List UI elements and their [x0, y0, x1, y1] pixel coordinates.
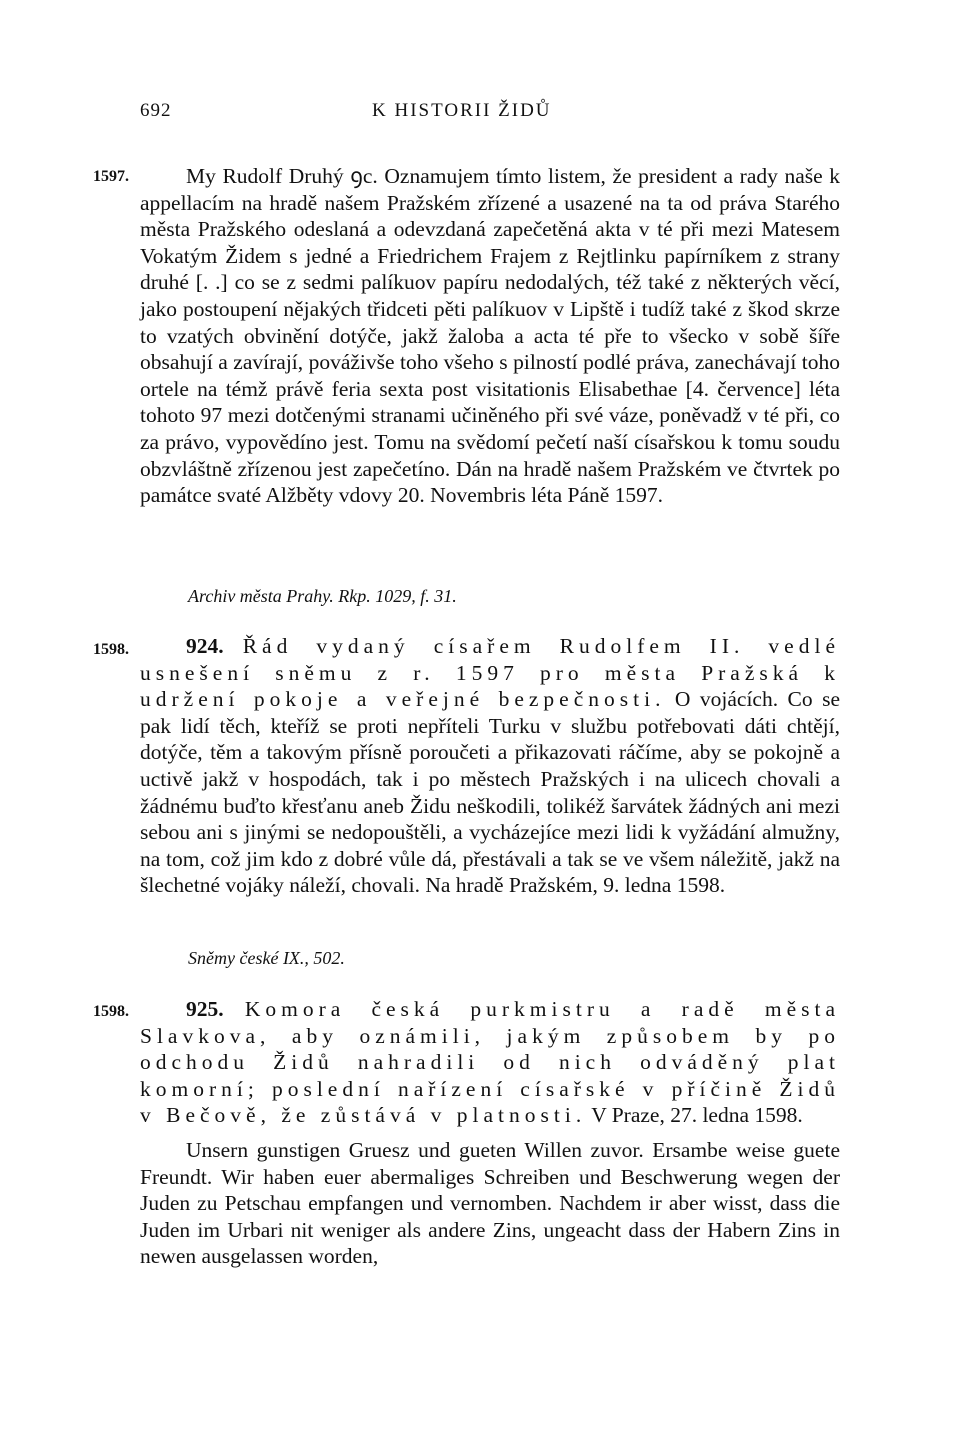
entry-number: 924.: [186, 634, 224, 658]
entry-heading: Řád vydaný císařem Rudolfem II. vedlé usnešení sněmu z r. 1597 pro města Pražská k udržení pokoje a veřejné bezpečnosti.: [140, 634, 840, 712]
document-entry: [140, 163, 840, 509]
running-title: K HISTORII ŽIDŮ: [372, 100, 552, 121]
entry-heading: Komora česká purkmistru a radě města Slavkova, aby oznámili, jakým způsobem by po odchodu Židů nahradili od nich odváděný plat komorní; poslední nařízení císařské v příčině Židů v Bečově, že zůstává v platnosti.: [140, 997, 840, 1128]
year-marker: 1597.: [93, 168, 129, 185]
entry-text: Unsern gunstigen Gruesz und gueten Willen zuvor. Ersambe weise guete Freundt. Wir haben euer abermaliges Schreiben und Beschwerung wegen der Juden zu Petschau empfangen und vernomben. Nachdem ir aber wisst, dass die Juden im Urbari nit weniger als andere Zins, ungeacht dass der Habern Zins in newen ausgelassen worden,: [140, 1138, 840, 1269]
entry-paragraph: [140, 633, 840, 899]
entry-text: My Rudolf Druhý ꝯc. Oznamujem tímto listem, že president a rady naše k appellacím na hradě našem Pražském zřízené a usazené na ta od práva Starého města Pražského odeslaná a odevzdaná zapečetěná akta v té při mezi Matesem Vokatým Židem s jedné a Friedrichem Frajem z Rejtlinku papírníkem z strany druhé [. .] co se z sedmi palíkuov papíru nedodalých, též také z některých věcí, jako postoupení nějakých třidceti pěti palíkuov v Lipště i tudíž také z škod skrze to vzatých obvinění dotýče, jakž žaloba a acta té pře to všecko v sobě šíře obsahují a zavírají, pováživše toho všeho s pilností podlé práva, zanechávají toho ortele na témž právě feria sexta post visitationis Elisabethae [4. července] léta tohoto 97 mezi dotčenými stranami učiněného při své váze, poněvadž v té při, co za právo, vypovědíno jest. Tomu na svědomí pečetí naší císařskou k tomu soudu obzvláštně zřízenou jest zapečetíno. Dán na hradě našem Pražském ve čtvrtek po památce svaté Alžběty vdovy 20. Novembris léta Páně 1597.: [140, 164, 840, 508]
page-header: [140, 100, 840, 130]
year-marker: 1598.: [93, 641, 129, 658]
entry-paragraph: [140, 996, 840, 1129]
year-marker: 1598.: [93, 1003, 129, 1020]
source-citation: Archiv města Prahy. Rkp. 1029, f. 31.: [188, 586, 457, 606]
entry-place-date: V Praze, 27. ledna 1598.: [591, 1103, 803, 1128]
page-number: 692: [140, 100, 172, 121]
source-citation: Sněmy české IX., 502.: [188, 948, 345, 968]
document-entry: [140, 633, 840, 899]
entry-number: 925.: [186, 997, 224, 1021]
entry-text: O vojácích. Co se pak lidí těch, kteříž se proti nepříteli Turku v službu potřebovati dáti chtějí, dotýče, těm a takovým přísně poroučeti a přikazovati ráčíme, aby se pokojně a uctivě jakž v hospodách, tak i po městech Pražských i na ulicech chovali a žádnému buďto křesťanu aneb Židu neškodili, tolikéž šarvátek žádných ani mezi sebou ani s jinými se nedopouštěli, a vycházejíce mezi lidi k vyžádání almužny, na tom, což jim kdo z dobré vůle dá, přestávali a tak se ve všem náležitě, jakž na šlechetné vojáky náleží, chovali. Na hradě Pražském, 9. ledna 1598.: [140, 687, 840, 898]
document-entry: [140, 996, 840, 1129]
document-body: [140, 1137, 840, 1270]
